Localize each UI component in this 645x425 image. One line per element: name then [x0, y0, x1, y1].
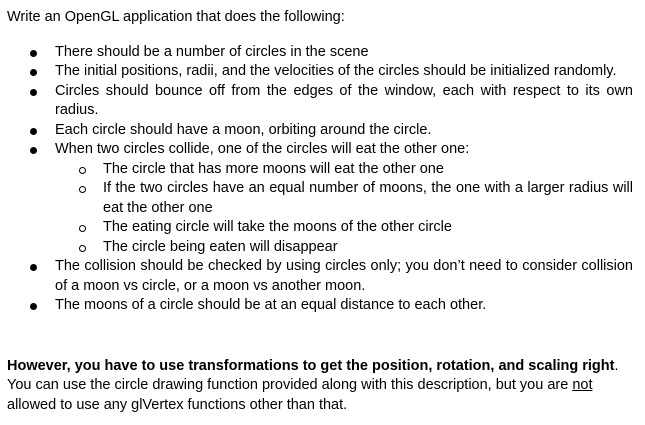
list-item: [7, 43, 633, 63]
collision-rules-list: [55, 160, 633, 258]
list-item-text: The initial positions, radii, and the velocities of the circles should be initialized randomly.: [55, 63, 617, 79]
list-item-text: The collision should be checked by using circles only; you don’t need to consider collision of a moon vs circle, or a moon vs another moon.: [55, 258, 633, 294]
list-item: [7, 296, 633, 316]
intro-text: Write an OpenGL application that does the following:: [7, 9, 345, 25]
list-item: [7, 62, 633, 82]
list-item-text: The moons of a circle should be at an equal distance to each other.: [55, 297, 487, 313]
list-item-text: When two circles collide, one of the circles will eat the other one:: [55, 141, 470, 157]
assignment-document: [7, 8, 633, 415]
bullet-icon: [30, 303, 37, 310]
list-item-text: There should be a number of circles in the scene: [55, 43, 369, 60]
hollow-bullet-icon: [79, 225, 86, 232]
bullet-icon: [30, 128, 37, 135]
footer-underlined-word: not: [572, 377, 593, 393]
sub-list-item-text: The eating circle will take the moons of the other circle: [103, 219, 452, 235]
sub-list-item-text: The circle being eaten will disappear: [103, 238, 338, 255]
sub-list-item-text: The circle that has more moons will eat the other one: [103, 160, 444, 177]
sub-list-item: [55, 218, 633, 238]
sub-list-item: [55, 238, 633, 258]
hollow-bullet-icon: [79, 167, 86, 174]
sub-list-item: [55, 160, 633, 180]
bullet-icon: [30, 50, 37, 57]
footer-bold-period: .: [614, 357, 619, 374]
hollow-bullet-icon: [79, 245, 86, 252]
list-item-text: Circles should bounce off from the edges of the window, each with respect to its own radius.: [55, 82, 633, 118]
list-item: [7, 82, 633, 121]
list-item: [7, 121, 633, 141]
list-item-text: Each circle should have a moon, orbiting around the circle.: [55, 121, 432, 138]
requirements-list: [7, 43, 633, 316]
bullet-icon: [30, 264, 37, 271]
bullet-icon: [30, 69, 37, 76]
list-item: [7, 140, 633, 257]
footer-paragraph: [7, 357, 633, 416]
sub-list-item-text: If the two circles have an equal number of moons, the one with a larger radius will eat the other one: [103, 180, 633, 216]
hollow-bullet-icon: [79, 186, 86, 193]
footer-text-after: allowed to use any glVertex functions other than that.: [7, 396, 348, 413]
sub-list-item: [55, 179, 633, 218]
footer-text-before: You can use the circle drawing function provided along with this description, but you are: [7, 377, 573, 393]
bullet-icon: [30, 89, 37, 96]
bullet-icon: [30, 147, 37, 154]
list-item: [7, 257, 633, 296]
footer-bold-sentence: However, you have to use transformations to get the position, rotation, and scaling right: [7, 357, 615, 374]
